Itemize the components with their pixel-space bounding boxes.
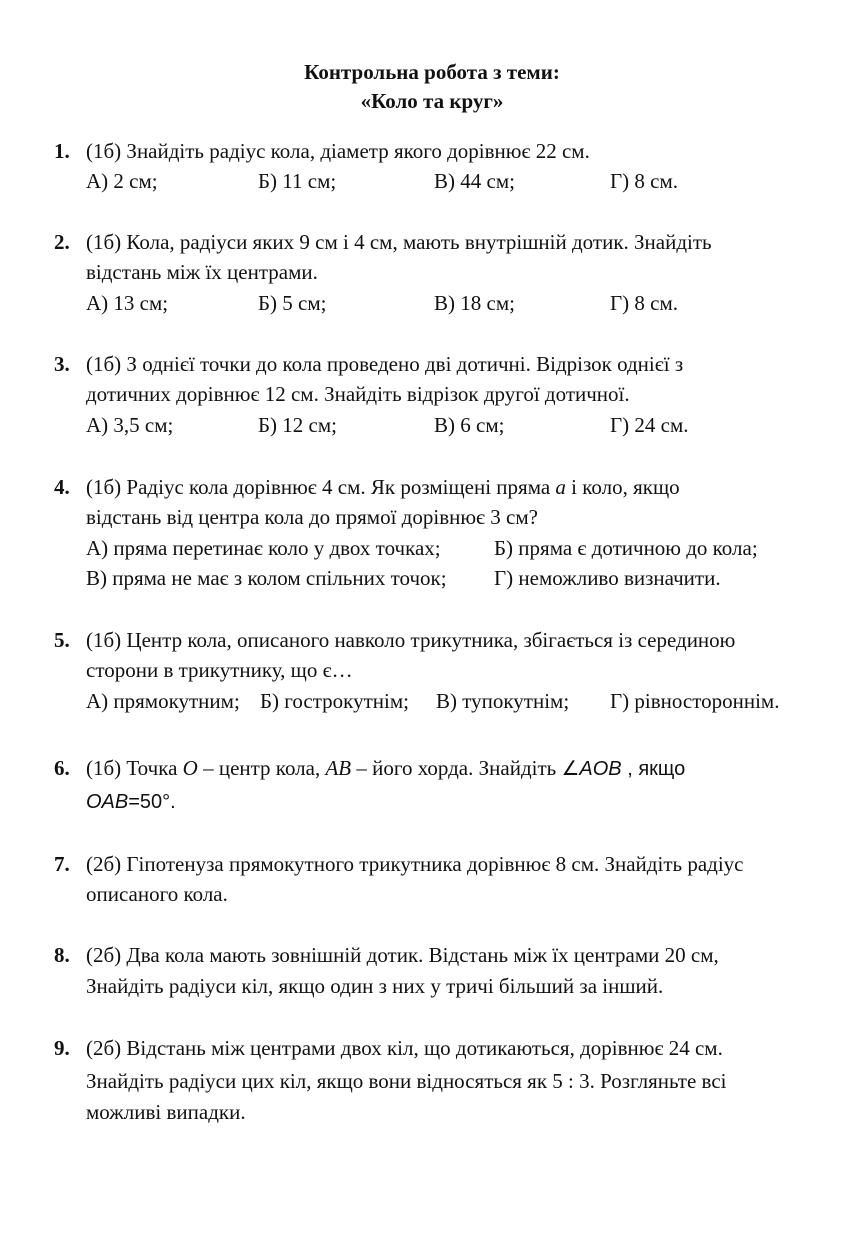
- question-9-text-line-1: (2б) Відстань між центрами двох кіл, що дотикаються, дорівнює 24 см.: [86, 1036, 723, 1060]
- question-9-text-line-2: Знайдіть радіуси цих кіл, якщо вони відносяться як 5 : 3. Розгляньте всі: [86, 1069, 727, 1093]
- question-2-text-line-1: (1б) Кола, радіуси яких 9 см і 4 см, мають внутрішній дотик. Знайдіть: [86, 230, 712, 254]
- page-title: Контрольна робота з теми:: [304, 60, 560, 84]
- variable-ab: AB: [325, 756, 352, 780]
- question-8-text-line-1: (2б) Два кола мають зовнішній дотик. Відстань між їх центрами 20 см,: [86, 943, 719, 967]
- question-3-number: 3.: [54, 352, 70, 376]
- question-1-text: (1б) Знайдіть радіус кола, діаметр якого дорівнює 22 см.: [86, 139, 590, 163]
- question-1-option-b: Б) 11 см;: [258, 169, 337, 193]
- question-7-number: 7.: [54, 852, 70, 876]
- question-3-option-d: Г) 24 см.: [610, 413, 689, 437]
- question-6-text-line-2: OAB=50°.: [86, 791, 176, 813]
- variable-o: O: [182, 756, 198, 780]
- question-4-option-a: А) пряма перетинає коло у двох точках;: [86, 536, 441, 560]
- question-7-text-line-1: (2б) Гіпотенуза прямокутного трикутника дорівнює 8 см. Знайдіть радіус: [86, 852, 744, 876]
- question-3-option-a: А) 3,5 см;: [86, 413, 174, 437]
- question-3-option-b: Б) 12 см;: [258, 413, 337, 437]
- question-1-option-d: Г) 8 см.: [610, 169, 678, 193]
- question-2-option-b: Б) 5 см;: [258, 291, 327, 315]
- question-2-option-a: А) 13 см;: [86, 291, 169, 315]
- question-4-text-line-2: відстань від центра кола до прямої дорівнює 3 см?: [86, 505, 538, 529]
- question-9-number: 9.: [54, 1036, 70, 1060]
- question-4-text-line-1: (1б) Радіус кола дорівнює 4 см. Як розміщені пряма a і коло, якщо: [86, 475, 680, 499]
- question-2-option-d: Г) 8 см.: [610, 291, 678, 315]
- question-2-text-line-2: відстань між їх центрами.: [86, 260, 318, 284]
- question-6-text-line-1: (1б) Точка O – центр кола, AB – його хорда. Знайдіть ∠AOB , якщо: [86, 756, 686, 780]
- question-9-text-line-3: можливі випадки.: [86, 1100, 246, 1124]
- question-2-number: 2.: [54, 230, 70, 254]
- question-4-option-b: Б) пряма є дотичною до кола;: [494, 536, 758, 560]
- question-8-text-line-2: Знайдіть радіуси кіл, якщо один з них у тричі більший за інший.: [86, 974, 664, 998]
- question-5-option-b: Б) гострокутнім;: [260, 689, 409, 713]
- question-3-text-line-1: (1б) З однієї точки до кола проведено дві дотичні. Відрізок однієї з: [86, 352, 684, 376]
- angle-oab: OAB: [86, 791, 129, 813]
- question-8-number: 8.: [54, 943, 70, 967]
- question-1-option-c: В) 44 см;: [434, 169, 515, 193]
- question-5-text-line-2: сторони в трикутнику, що є…: [86, 658, 353, 682]
- angle-aob: ∠AOB: [561, 758, 622, 780]
- question-5-option-c: В) тупокутнім;: [436, 689, 570, 713]
- question-5-number: 5.: [54, 628, 70, 652]
- question-7-text-line-2: описаного кола.: [86, 882, 228, 906]
- variable-a: a: [555, 475, 566, 499]
- question-5-option-a: А) прямокутним;: [86, 689, 240, 713]
- question-3-option-c: В) 6 см;: [434, 413, 505, 437]
- question-2-option-c: В) 18 см;: [434, 291, 515, 315]
- question-4-option-d: Г) неможливо визначити.: [494, 566, 721, 590]
- question-5-option-d: Г) рівностороннім.: [610, 689, 780, 713]
- question-4-number: 4.: [54, 475, 70, 499]
- question-1-option-a: А) 2 см;: [86, 169, 158, 193]
- question-3-text-line-2: дотичних дорівнює 12 см. Знайдіть відрізок другої дотичної.: [86, 382, 630, 406]
- page-subtitle: «Коло та круг»: [360, 89, 504, 113]
- question-5-text-line-1: (1б) Центр кола, описаного навколо трикутника, збігається із серединою: [86, 628, 736, 652]
- question-6-number: 6.: [54, 756, 70, 780]
- question-4-option-c: В) пряма не має з колом спільних точок;: [86, 566, 447, 590]
- question-1-number: 1.: [54, 139, 70, 163]
